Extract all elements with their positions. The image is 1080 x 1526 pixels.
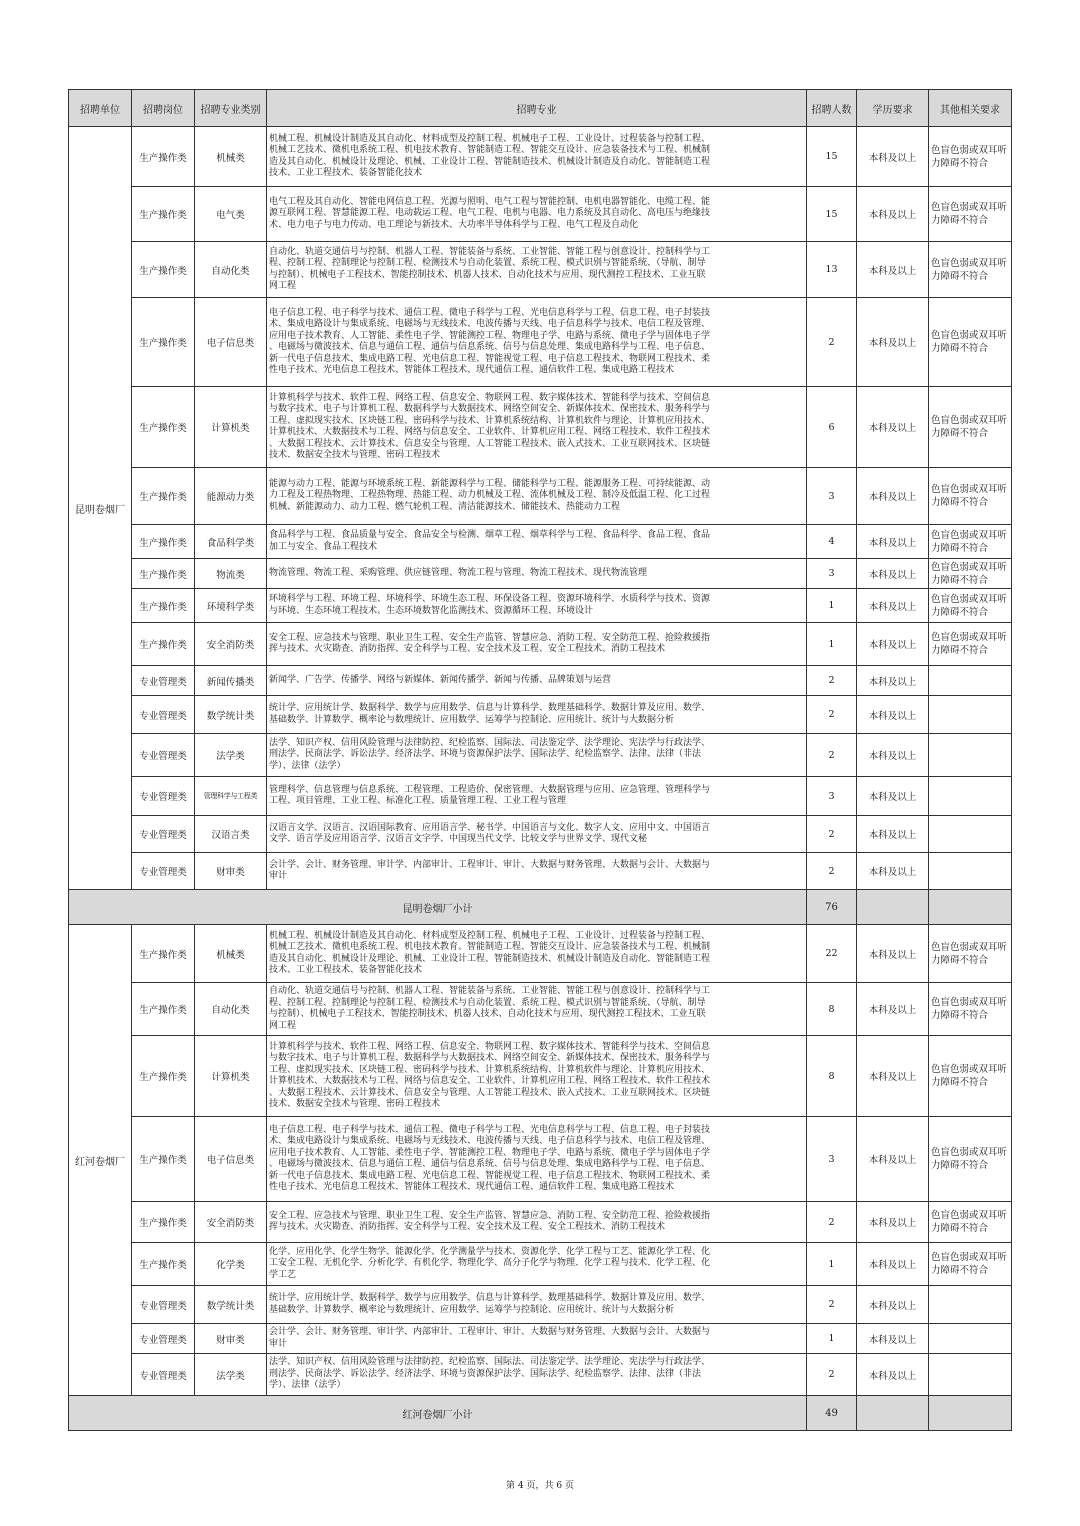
post-cell: 专业管理类 <box>132 1286 195 1324</box>
count-cell: 3 <box>807 559 857 589</box>
majors-line: 、大数据工程技术、云计算技术、信息安全与管理、人工智能工程技术、嵌入式技术、工业互联网技术、区块链 <box>269 438 711 449</box>
other-requirements-cell: 色盲色弱或双耳听力障碍不符合 <box>929 387 1012 468</box>
majors-line: 刑法学、民商法学、诉讼法学、经济法学、环境与资源保护法学、国际法学、纪检监察学、法律、法律（非法 <box>269 1368 702 1379</box>
majors-line: 计算机科学与技术、软件工程、网络工程、信息安全、物联网工程、数字媒体技术、智能科学与技术、空间信息 <box>269 1041 711 1052</box>
other-requirements-cell <box>929 816 1012 853</box>
majors-line: 安全工程、应急技术与管理、职业卫生工程、安全生产监管、智慧应急、消防工程、安全防范工程、抢险救援指 <box>269 632 711 643</box>
table-row <box>69 983 1012 1036</box>
table-row <box>69 525 1012 559</box>
majors-cell <box>267 1243 807 1286</box>
page-footer: 第 4 页，共 6 页 <box>506 1481 574 1491</box>
majors-cell <box>267 589 807 623</box>
count-cell: 1 <box>807 1324 857 1354</box>
majors-line: 审计 <box>269 871 288 881</box>
majors-line: 新闻学、广告学、传播学、网络与新媒体、新闻传播学、新闻与传播、品牌策划与运营 <box>269 674 612 685</box>
education-cell: 本科及以上 <box>857 468 929 525</box>
other-requirements-cell: 色盲色弱或双耳听力障碍不符合 <box>929 925 1012 983</box>
post-cell: 生产操作类 <box>132 559 195 589</box>
table-row <box>69 298 1012 387</box>
majors-cell <box>267 623 807 666</box>
majors-line: 工程、虚拟现实技术、区块链工程、密码科学与技术、计算机系统结构、计算机软件与理论、计算机应用技术、 <box>269 415 711 426</box>
post-cell: 生产操作类 <box>132 1202 195 1243</box>
category-cell: 计算机类 <box>195 1036 267 1117</box>
majors-line: 刑法学、民商法学、诉讼法学、经济法学、环境与资源保护法学、国际法学、纪检监察学、法律、法律（非法 <box>269 749 702 760</box>
majors-cell <box>267 242 807 298</box>
count-cell: 13 <box>807 242 857 298</box>
majors-cell <box>267 816 807 853</box>
table-row <box>69 816 1012 853</box>
majors-line: 法学、知识产权、信用风险管理与法律防控、纪检监察、国际法、司法鉴定学、法学理论、宪法学与行政法学、 <box>269 737 711 748</box>
majors-cell <box>267 1117 807 1202</box>
count-cell: 8 <box>807 1036 857 1117</box>
education-cell: 本科及以上 <box>857 1286 929 1324</box>
header-post: 招聘岗位 <box>132 90 195 127</box>
majors-line: 、电磁场与微波技术、信息与通信工程、通信与信息系统、信号与信息处理、集成电路科学与工程、电子信息、 <box>269 342 711 352</box>
table-row <box>69 242 1012 298</box>
majors-line: 会计学、会计、财务管理、审计学、内部审计、工程审计、审计、大数据与财务管理、大数据与会计、大数据与 <box>269 1327 711 1337</box>
education-cell: 本科及以上 <box>857 298 929 387</box>
majors-line: 计算机科学与技术、软件工程、网络工程、信息安全、物联网工程、数字媒体技术、智能科学与技术、空间信息 <box>269 392 711 403</box>
category-cell: 电子信息类 <box>195 1117 267 1202</box>
subtotal-count: 76 <box>807 890 857 925</box>
majors-line: 技术、工业工程技术、装备智能化技术 <box>269 965 423 975</box>
other-requirements-cell <box>929 734 1012 777</box>
majors-line: 工程、虚拟现实技术、区块链工程、密码科学与技术、计算机系统结构、计算机软件与理论、计算机应用技术、 <box>269 1064 711 1075</box>
count-cell: 8 <box>807 983 857 1036</box>
majors-cell <box>267 187 807 242</box>
post-cell: 生产操作类 <box>132 623 195 666</box>
post-cell: 生产操作类 <box>132 187 195 242</box>
other-requirements-cell: 色盲色弱或双耳听力障碍不符合 <box>929 983 1012 1036</box>
post-cell: 生产操作类 <box>132 387 195 468</box>
majors-line: 学）、法律（法学） <box>269 760 346 771</box>
majors-line: 工程、项目管理、工业工程、标准化工程、质量管理工程、工业工程与管理 <box>269 796 567 806</box>
education-cell: 本科及以上 <box>857 127 929 187</box>
majors-line: 应用电子技术教育、人工智能、柔性电子学、智能测控工程、物理电子学、电路与系统、微电子学与固体电子学 <box>269 1147 711 1158</box>
majors-line: 性电子技术、光电信息工程技术、智能体工程技术、现代通信工程、通信软件工程、集成电路工程技术 <box>269 365 675 375</box>
majors-line: 性电子技术、光电信息工程技术、智能体工程技术、现代通信工程、通信软件工程、集成电路工程技术 <box>269 1182 675 1192</box>
education-cell: 本科及以上 <box>857 1243 929 1286</box>
majors-line: 程、控制工程、控制理论与控制工程、检测技术与自动化装置、系统工程、模式识别与智能系统、（导航、制导 <box>269 997 706 1008</box>
table-row <box>69 853 1012 890</box>
majors-line: 与数字技术、电子与计算机工程、数据科学与大数据技术、网络空间安全、新媒体技术、保密技术、服务科学与 <box>269 1053 711 1063</box>
majors-cell <box>267 696 807 734</box>
majors-line: 造及其自动化、机械设计及理论、机械、工业设计工程、智能制造技术、机械设计制造及自动化、智能制造工程 <box>269 156 711 167</box>
majors-line: 挥与技术、火灾勘查、消防指挥、安全科学与工程、安全技术及工程、安全工程技术、消防工程技术 <box>269 1222 666 1232</box>
majors-cell <box>267 1324 807 1354</box>
category-cell: 自动化类 <box>195 983 267 1036</box>
category-cell: 新闻传播类 <box>195 666 267 696</box>
other-requirements-cell: 色盲色弱或双耳听力障碍不符合 <box>929 525 1012 559</box>
majors-line: 术、集成电路设计与集成系统、电磁场与无线技术、电波传播与天线、电子信息科学与技术、电信工程及管理、 <box>269 319 711 329</box>
table-row <box>69 1243 1012 1286</box>
majors-line: 会计学、会计、财务管理、审计学、内部审计、工程审计、审计、大数据与财务管理、大数据与会计、大数据与 <box>269 859 711 870</box>
category-cell: 机械类 <box>195 127 267 187</box>
subtotal-empty-cell <box>929 890 1012 925</box>
majors-line: 应用电子技术教育、人工智能、柔性电子学、智能测控工程、物理电子学、电路与系统、微电子学与固体电子学 <box>269 330 711 341</box>
majors-line: 学工艺 <box>269 1269 297 1280</box>
header-count: 招聘人数 <box>807 90 857 127</box>
majors-line: 机械工艺技术、微机电系统工程、机电技术教育、智能制造工程、智能交互设计、应急装备技术与工程、机械制 <box>269 942 711 952</box>
majors-line: 网工程 <box>269 1020 297 1031</box>
majors-line: 统计学、应用统计学、数据科学、数学与应用数学、信息与计算科学、数理基础科学、数据计算及应用、数学、 <box>269 703 711 713</box>
majors-line: 机械工程、机械设计制造及其自动化、材料成型及控制工程、机械电子工程、工业设计、过程装备与控制工程、 <box>269 930 711 941</box>
other-requirements-cell: 色盲色弱或双耳听力障碍不符合 <box>929 468 1012 525</box>
other-requirements-cell: 色盲色弱或双耳听力障碍不符合 <box>929 1202 1012 1243</box>
category-cell: 安全消防类 <box>195 1202 267 1243</box>
majors-line: 管理科学、信息管理与信息系统、工程管理、工程造价、保密管理、大数据管理与应用、应急管理、管理科学与 <box>269 784 711 795</box>
education-cell: 本科及以上 <box>857 525 929 559</box>
education-cell: 本科及以上 <box>857 187 929 242</box>
subtotal-label: 红河卷烟厂小计 <box>69 1396 807 1431</box>
category-cell: 计算机类 <box>195 387 267 468</box>
table-row <box>69 1117 1012 1202</box>
other-requirements-cell: 色盲色弱或双耳听力障碍不符合 <box>929 623 1012 666</box>
majors-line: 文学、语言学及应用语言学、汉语言文字学、中国现当代文学、比较文学与世界文学、现代文秘 <box>269 834 648 844</box>
header-row <box>69 90 1012 127</box>
majors-line: 自动化、轨道交通信号与控制、机器人工程、智能装备与系统、工业智能、智能工程与创意设计、控制科学与工 <box>269 986 711 996</box>
education-cell: 本科及以上 <box>857 387 929 468</box>
majors-line: 电气工程及其自动化、智能电网信息工程、光源与照明、电气工程与智能控制、电机电器智能化、电缆工程、能 <box>269 196 711 207</box>
table-row <box>69 1324 1012 1354</box>
majors-line: 网工程 <box>269 281 297 291</box>
table-row <box>69 1036 1012 1117</box>
post-cell: 专业管理类 <box>132 666 195 696</box>
majors-line: 电子信息工程、电子科学与技术、通信工程、微电子科学与工程、光电信息科学与工程、信息工程、电子封装技 <box>269 1124 711 1135</box>
other-requirements-cell: 色盲色弱或双耳听力障碍不符合 <box>929 1036 1012 1117</box>
majors-line: 新一代电子信息技术、集成电路工程、光电信息工程、智能视觉工程、电子信息工程技术、物联网工程技术、柔 <box>269 1170 711 1181</box>
education-cell: 本科及以上 <box>857 696 929 734</box>
post-cell: 生产操作类 <box>132 298 195 387</box>
category-cell: 数学统计类 <box>195 1286 267 1324</box>
table-row <box>69 696 1012 734</box>
category-cell: 化学类 <box>195 1243 267 1286</box>
post-cell: 生产操作类 <box>132 468 195 525</box>
majors-line: 与数字技术、电子与计算机工程、数据科学与大数据技术、网络空间安全、新媒体技术、保密技术、服务科学与 <box>269 404 711 414</box>
other-requirements-cell <box>929 1324 1012 1354</box>
majors-line: 技术、数据安全技术与管理、密码工程技术 <box>269 450 441 460</box>
category-cell: 安全消防类 <box>195 623 267 666</box>
header-majors: 招聘专业 <box>267 90 807 127</box>
majors-cell <box>267 1354 807 1396</box>
education-cell: 本科及以上 <box>857 734 929 777</box>
other-requirements-cell <box>929 1286 1012 1324</box>
education-cell: 本科及以上 <box>857 1324 929 1354</box>
count-cell: 2 <box>807 666 857 696</box>
count-cell: 3 <box>807 1117 857 1202</box>
education-cell: 本科及以上 <box>857 242 929 298</box>
post-cell: 生产操作类 <box>132 1117 195 1202</box>
category-cell: 机械类 <box>195 925 267 983</box>
education-cell: 本科及以上 <box>857 559 929 589</box>
education-cell: 本科及以上 <box>857 666 929 696</box>
count-cell: 2 <box>807 1202 857 1243</box>
recruitment-table <box>68 89 1012 1431</box>
majors-line: 技术、工业工程技术、装备智能化技术 <box>269 168 423 178</box>
majors-line: 力工程及工程热物理、工程热物理、热能工程、动力机械及工程、流体机械及工程、制冷及低温工程、化工过程 <box>269 490 711 501</box>
other-requirements-cell: 色盲色弱或双耳听力障碍不符合 <box>929 127 1012 187</box>
table-row <box>69 925 1012 983</box>
post-cell: 生产操作类 <box>132 525 195 559</box>
count-cell: 4 <box>807 525 857 559</box>
other-requirements-cell: 色盲色弱或双耳听力障碍不符合 <box>929 559 1012 589</box>
count-cell: 15 <box>807 127 857 187</box>
table-row <box>69 777 1012 816</box>
table-row <box>69 589 1012 623</box>
header-other: 其他相关要求 <box>929 90 1012 127</box>
majors-cell <box>267 1036 807 1117</box>
majors-line: 加工与安全、食品工程技术 <box>269 541 378 552</box>
education-cell: 本科及以上 <box>857 925 929 983</box>
table-row <box>69 734 1012 777</box>
majors-line: 工安全工程、无机化学、分析化学、有机化学、物理化学、高分子化学与物理、化学工程与技术、化学工程、化 <box>269 1258 711 1269</box>
majors-cell <box>267 983 807 1036</box>
education-cell: 本科及以上 <box>857 983 929 1036</box>
post-cell: 专业管理类 <box>132 1354 195 1396</box>
table-row <box>69 187 1012 242</box>
majors-line: 、电磁场与微波技术、信息与通信工程、通信与信息系统、信号与信息处理、集成电路科学与工程、电子信息、 <box>269 1159 711 1169</box>
majors-line: 审计 <box>269 1338 288 1349</box>
other-requirements-cell <box>929 666 1012 696</box>
post-cell: 生产操作类 <box>132 983 195 1036</box>
education-cell: 本科及以上 <box>857 1036 929 1117</box>
majors-line: 食品科学与工程、食品质量与安全、食品安全与检测、烟草工程、烟草科学与工程、食品科学、食品工程、食品 <box>269 530 711 540</box>
count-cell: 22 <box>807 925 857 983</box>
majors-cell <box>267 925 807 983</box>
header-category: 招聘专业类别 <box>195 90 267 127</box>
category-cell: 自动化类 <box>195 242 267 298</box>
majors-line: 化学、应用化学、化学生物学、能源化学、化学测量学与技术、资源化学、化学工程与工艺、能源化学工程、化 <box>269 1246 711 1257</box>
majors-line: 挥与技术、火灾勘查、消防指挥、安全科学与工程、安全技术及工程、安全工程技术、消防工程技术 <box>269 644 666 654</box>
majors-line: 源互联网工程、智慧能源工程、电动载运工程、电气工程、电机与电器、电力系统及其自动化、高电压与绝缘技 <box>269 208 711 219</box>
category-cell: 法学类 <box>195 1354 267 1396</box>
majors-line: 统计学、应用统计学、数据科学、数学与应用数学、信息与计算科学、数理基础科学、数据计算及应用、数学、 <box>269 1293 711 1303</box>
majors-line: 计算机技术、大数据技术与工程、网络与信息安全、工业软件、计算机应用工程、网络工程技术、软件工程技术 <box>269 427 711 437</box>
category-cell: 物流类 <box>195 559 267 589</box>
table-row <box>69 666 1012 696</box>
majors-line: 术、电力电子与电力传动、电工理论与新技术、大功率半导体科学与工程、电气工程及自动化 <box>269 219 639 230</box>
category-cell: 管理科学与工程类 <box>195 777 267 816</box>
count-cell: 2 <box>807 853 857 890</box>
category-cell: 财审类 <box>195 853 267 890</box>
majors-line: 物流管理、物流工程、采购管理、供应链管理、物流工程与管理、物流工程技术、现代物流管理 <box>269 567 648 578</box>
majors-line: 机械工程、机械设计制造及其自动化、材料成型及控制工程、机械电子工程、工业设计、过程装备与控制工程、 <box>269 133 711 144</box>
category-cell: 财审类 <box>195 1324 267 1354</box>
education-cell: 本科及以上 <box>857 1354 929 1396</box>
other-requirements-cell: 色盲色弱或双耳听力障碍不符合 <box>929 1117 1012 1202</box>
majors-line: 法学、知识产权、信用风险管理与法律防控、纪检监察、国际法、司法鉴定学、法学理论、宪法学与行政法学、 <box>269 1357 711 1368</box>
majors-line: 基础数学、计算数学、概率论与数理统计、应用数学、运筹学与控制论、应用统计、统计与大数据分析 <box>269 714 675 725</box>
education-cell: 本科及以上 <box>857 777 929 816</box>
majors-cell <box>267 127 807 187</box>
count-cell: 6 <box>807 387 857 468</box>
count-cell: 1 <box>807 589 857 623</box>
education-cell: 本科及以上 <box>857 1202 929 1243</box>
majors-cell <box>267 666 807 696</box>
majors-cell <box>267 1286 807 1324</box>
unit-cell: 昆明卷烟厂 <box>69 127 132 890</box>
other-requirements-cell: 色盲色弱或双耳听力障碍不符合 <box>929 1243 1012 1286</box>
majors-line: 造及其自动化、机械设计及理论、机械、工业设计工程、智能制造技术、机械设计制造及自动化、智能制造工程 <box>269 953 711 964</box>
majors-line: 程、控制工程、控制理论与控制工程、检测技术与自动化装置、系统工程、模式识别与智能系统、（导航、制导 <box>269 258 706 268</box>
count-cell: 3 <box>807 777 857 816</box>
post-cell: 生产操作类 <box>132 242 195 298</box>
other-requirements-cell: 色盲色弱或双耳听力障碍不符合 <box>929 589 1012 623</box>
table-row <box>69 1354 1012 1396</box>
category-cell: 电气类 <box>195 187 267 242</box>
subtotal-row <box>69 890 1012 925</box>
majors-line: 与环境、生态环境工程技术、生态环境数智化监测技术、资源循环工程、环境设计 <box>269 605 594 616</box>
education-cell: 本科及以上 <box>857 816 929 853</box>
majors-line: 电子信息工程、电子科学与技术、通信工程、微电子科学与工程、光电信息科学与工程、信息工程、电子封装技 <box>269 307 711 318</box>
post-cell: 生产操作类 <box>132 589 195 623</box>
majors-line: 计算机技术、大数据技术与工程、网络与信息安全、工业软件、计算机应用工程、网络工程技术、软件工程技术 <box>269 1076 711 1086</box>
table-row <box>69 1286 1012 1324</box>
majors-line: 安全工程、应急技术与管理、职业卫生工程、安全生产监管、智慧应急、消防工程、安全防范工程、抢险救援指 <box>269 1210 711 1221</box>
other-requirements-cell <box>929 853 1012 890</box>
count-cell: 15 <box>807 187 857 242</box>
majors-line: 学）、法律（法学） <box>269 1380 346 1391</box>
majors-line: 、大数据工程技术、云计算技术、信息安全与管理、人工智能工程技术、嵌入式技术、工业互联网技术、区块链 <box>269 1087 711 1098</box>
other-requirements-cell <box>929 1354 1012 1396</box>
post-cell: 生产操作类 <box>132 925 195 983</box>
majors-cell <box>267 1202 807 1243</box>
majors-cell <box>267 853 807 890</box>
table-row <box>69 468 1012 525</box>
majors-line: 机械工艺技术、微机电系统工程、机电技术教育、智能制造工程、智能交互设计、应急装备技术与工程、机械制 <box>269 145 711 155</box>
post-cell: 专业管理类 <box>132 816 195 853</box>
count-cell: 2 <box>807 816 857 853</box>
count-cell: 3 <box>807 468 857 525</box>
count-cell: 2 <box>807 1286 857 1324</box>
majors-cell <box>267 777 807 816</box>
education-cell: 本科及以上 <box>857 589 929 623</box>
category-cell: 法学类 <box>195 734 267 777</box>
majors-line: 术、集成电路设计与集成系统、电磁场与无线技术、电波传播与天线、电子信息科学与技术、电信工程及管理、 <box>269 1136 711 1146</box>
category-cell: 数学统计类 <box>195 696 267 734</box>
count-cell: 1 <box>807 1243 857 1286</box>
subtotal-empty-cell <box>857 890 929 925</box>
other-requirements-cell <box>929 696 1012 734</box>
category-cell: 能源动力类 <box>195 468 267 525</box>
education-cell: 本科及以上 <box>857 1117 929 1202</box>
table-row <box>69 387 1012 468</box>
majors-line: 自动化、轨道交通信号与控制、机器人工程、智能装备与系统、工业智能、智能工程与创意设计、控制科学与工 <box>269 246 711 257</box>
table-row <box>69 623 1012 666</box>
subtotal-row <box>69 1396 1012 1431</box>
majors-line: 与控制）、机械电子工程技术、智能控制技术、机器人技术、自动化技术与应用、现代测控工程技术、工业互联 <box>269 1009 706 1019</box>
post-cell: 专业管理类 <box>132 777 195 816</box>
majors-line: 与控制）、机械电子工程技术、智能控制技术、机器人技术、自动化技术与应用、现代测控工程技术、工业互联 <box>269 269 706 280</box>
table-row <box>69 1202 1012 1243</box>
count-cell: 2 <box>807 298 857 387</box>
count-cell: 1 <box>807 623 857 666</box>
category-cell: 电子信息类 <box>195 298 267 387</box>
subtotal-count: 49 <box>807 1396 857 1431</box>
post-cell: 生产操作类 <box>132 1243 195 1286</box>
unit-cell: 红河卷烟厂 <box>69 925 132 1396</box>
subtotal-empty-cell <box>929 1396 1012 1431</box>
majors-cell <box>267 525 807 559</box>
other-requirements-cell: 色盲色弱或双耳听力障碍不符合 <box>929 187 1012 242</box>
majors-cell <box>267 387 807 468</box>
count-cell: 2 <box>807 696 857 734</box>
majors-line: 基础数学、计算数学、概率论与数理统计、应用数学、运筹学与控制论、应用统计、统计与大数据分析 <box>269 1304 675 1315</box>
majors-line: 汉语言文学、汉语言、汉语国际教育、应用语言学、秘书学、中国语言与文化、数字人文、应用中文、中国语言 <box>269 822 711 833</box>
post-cell: 专业管理类 <box>132 1324 195 1354</box>
subtotal-label: 昆明卷烟厂小计 <box>69 890 807 925</box>
count-cell: 2 <box>807 734 857 777</box>
header-education: 学历要求 <box>857 90 929 127</box>
post-cell: 专业管理类 <box>132 853 195 890</box>
other-requirements-cell: 色盲色弱或双耳听力障碍不符合 <box>929 242 1012 298</box>
category-cell: 食品科学类 <box>195 525 267 559</box>
education-cell: 本科及以上 <box>857 623 929 666</box>
majors-cell <box>267 734 807 777</box>
header-unit: 招聘单位 <box>69 90 132 127</box>
category-cell: 汉语言类 <box>195 816 267 853</box>
majors-line: 机械、新能源动力、动力工程、燃气轮机工程、清洁能源技术、储能技术、热能动力工程 <box>269 501 621 512</box>
majors-cell <box>267 559 807 589</box>
other-requirements-cell: 色盲色弱或双耳听力障碍不符合 <box>929 298 1012 387</box>
post-cell: 专业管理类 <box>132 734 195 777</box>
post-cell: 专业管理类 <box>132 696 195 734</box>
majors-line: 环境科学与工程、环境工程、环境科学、环境生态工程、环保设备工程、资源环境科学、水质科学与技术、资源 <box>269 594 711 604</box>
table-row <box>69 127 1012 187</box>
majors-line: 能源与动力工程、能源与环境系统工程、新能源科学与工程、储能科学与工程、能源服务工程、可持续能源、动 <box>269 478 711 489</box>
category-cell: 环境科学类 <box>195 589 267 623</box>
majors-cell <box>267 298 807 387</box>
table-row <box>69 559 1012 589</box>
majors-line: 技术、数据安全技术与管理、密码工程技术 <box>269 1099 441 1109</box>
majors-cell <box>267 468 807 525</box>
count-cell: 2 <box>807 1354 857 1396</box>
post-cell: 生产操作类 <box>132 1036 195 1117</box>
other-requirements-cell <box>929 777 1012 816</box>
post-cell: 生产操作类 <box>132 127 195 187</box>
subtotal-empty-cell <box>857 1396 929 1431</box>
education-cell: 本科及以上 <box>857 853 929 890</box>
majors-line: 新一代电子信息技术、集成电路工程、光电信息工程、智能视觉工程、电子信息工程技术、物联网工程技术、柔 <box>269 353 711 364</box>
